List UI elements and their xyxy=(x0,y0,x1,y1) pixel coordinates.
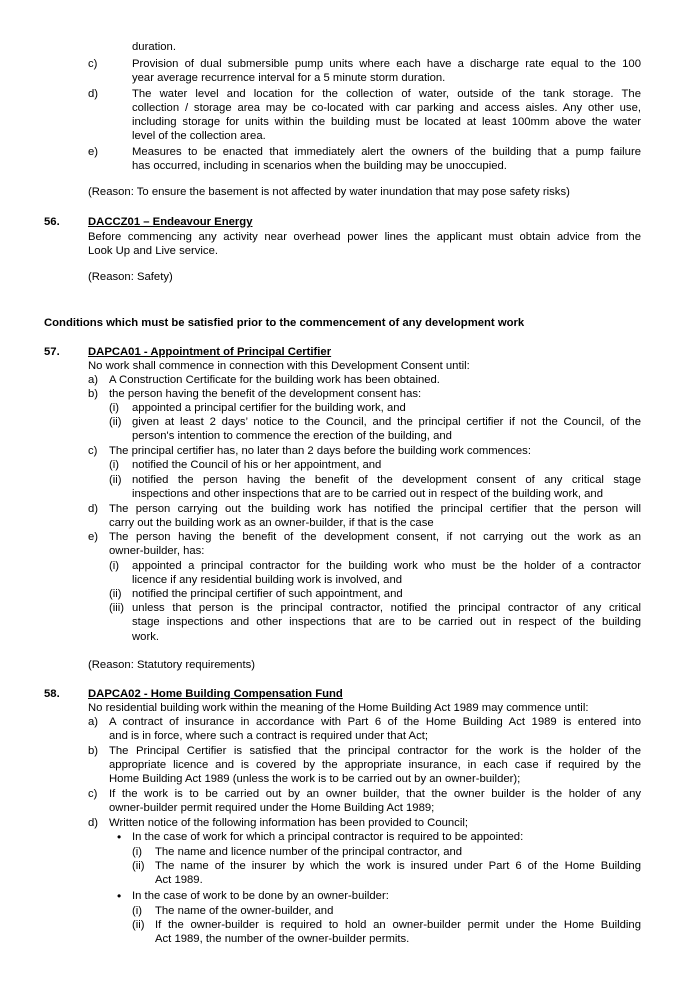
item-c-line: owner-builder permit required under the Home Building Act 1989; xyxy=(109,802,435,814)
reason-text: (Reason: Statutory requirements) xyxy=(88,659,256,671)
subitem-label: (i) xyxy=(109,402,120,414)
subitem-line: Act 1989. xyxy=(155,874,203,886)
reason-text: (Reason: To ensure the basement is not affected by water inundation that may pose safety risks) xyxy=(88,186,570,198)
item-e-line: has occurred, including in scenarios when the building may be unoccupied. xyxy=(132,160,507,172)
subitem-line: work. xyxy=(132,631,159,643)
subitem-line: inspections and other inspections that are to be carried out in respect of the building work, and xyxy=(132,488,603,500)
bullet-icon: • xyxy=(117,889,122,903)
item-b-line: The Principal Certifier is satisfied that the principal contractor for the work is the holder of the xyxy=(109,745,641,757)
subitem-line: given at least 2 days’ notice to the Council, and the principal certifier if not the Council, of the xyxy=(132,416,641,428)
item-d-line: The person carrying out the building work has notified the principal certifier that the person will xyxy=(109,503,641,515)
item-b-label: b) xyxy=(88,388,99,400)
subitem-line: The name of the insurer by which the work is insured under Part 6 of the Home Building xyxy=(155,860,641,872)
item-b-line: Home Building Act 1989 (unless the work is to be carried out by an owner-builder); xyxy=(109,773,521,785)
subitem-label: (ii) xyxy=(109,474,122,486)
subitem-label: (i) xyxy=(132,905,143,917)
item-a-line: and is in force, where such a contract is required under that Act; xyxy=(109,730,428,742)
item-d-text: Written notice of the following information has been provided to Council; xyxy=(109,817,468,829)
item-c-line: Provision of dual submersible pump units where each have a discharge rate equal to the 100 xyxy=(132,58,641,70)
subitem-label: (i) xyxy=(132,846,143,858)
item-c-label: c) xyxy=(88,445,98,457)
subitem-text: The name and licence number of the principal contractor, and xyxy=(155,846,463,858)
subitem-text: appointed a principal certifier for the building work, and xyxy=(132,402,406,414)
subitem-label: (ii) xyxy=(132,860,145,872)
subitem-line: unless that person is the principal contractor, notified the principal contractor of any critical xyxy=(132,602,641,614)
subitem-label: (ii) xyxy=(132,919,145,931)
item-c-label: c) xyxy=(88,788,98,800)
item-e-line: Measures to be enacted that immediately alert the owners of the building that a pump failure xyxy=(132,146,641,158)
item-d-line: collection / storage area may be co-located with car parking and access aisles. Any other use, xyxy=(132,102,641,114)
subitem-label: (i) xyxy=(109,459,120,471)
bullet-icon: • xyxy=(117,830,122,844)
item-b-label: b) xyxy=(88,745,99,757)
item-a-label: a) xyxy=(88,374,99,386)
subitem-line: person's intention to commence the erection of the building, and xyxy=(132,430,452,442)
item-a-line: A contract of insurance in accordance with Part 6 of the Home Building Act 1989 is entered into xyxy=(109,716,641,728)
item-a-text: A Construction Certificate for the building work has been obtained. xyxy=(109,374,440,386)
condition-title: DAPCA02 - Home Building Compensation Fund xyxy=(88,688,343,700)
condition-number: 56. xyxy=(44,216,60,228)
subitem-line: notified the person having the benefit of the development consent of any critical stage xyxy=(132,474,641,486)
condition-title: DACCZ01 – Endeavour Energy xyxy=(88,216,253,228)
item-c-line: year average recurrence interval for a 5 minute storm duration. xyxy=(132,72,446,84)
item-e-line: owner-builder, has: xyxy=(109,545,205,557)
condition-line: Look Up and Live service. xyxy=(88,245,218,257)
item-e-label: e) xyxy=(88,146,99,158)
item-d-line: The water level and location for the collection of water, outside of the tank storage. The xyxy=(132,88,641,100)
subitem-text: notified the principal certifier of such appointment, and xyxy=(132,588,403,600)
item-e-line: The person having the benefit of the development consent, if not carrying out the work as an xyxy=(109,531,641,543)
subitem-line: Act 1989, the number of the owner-builder permits. xyxy=(155,933,410,945)
item-c-line: If the work is to be carried out by an owner builder, that the owner builder is the holder of any xyxy=(109,788,641,800)
subitem-text: The name of the owner-builder, and xyxy=(155,905,334,917)
subitem-text: notified the Council of his or her appointment, and xyxy=(132,459,382,471)
bullet-text: In the case of work for which a principal contractor is required to be appointed: xyxy=(132,831,524,843)
item-d-line: carry out the building work as an owner-builder, if that is the case xyxy=(109,517,434,529)
subitem-line: If the owner-builder is required to hold an owner-builder permit under the Home Building xyxy=(155,919,641,931)
subitem-label: (ii) xyxy=(109,588,122,600)
item-b-line: appropriate licence and is covered by the appropriate insurance, in each case if required by the xyxy=(109,759,641,771)
bullet-text: In the case of work to be done by an owner-builder: xyxy=(132,890,389,902)
item-b-text: the person having the benefit of the development consent has: xyxy=(109,388,422,400)
subitem-line: appointed a principal contractor for the building work who must be the holder of a contractor xyxy=(132,560,641,572)
item-d-label: d) xyxy=(88,503,99,515)
section-heading: Conditions which must be satisfied prior to the commencement of any development work xyxy=(44,317,525,329)
condition-intro: No work shall commence in connection with this Development Consent until: xyxy=(88,360,470,372)
item-a-label: a) xyxy=(88,716,99,728)
condition-line: Before commencing any activity near overhead power lines the applicant must obtain advice from the xyxy=(88,231,641,243)
condition-title: DAPCA01 - Appointment of Principal Certifier xyxy=(88,346,332,358)
condition-intro: No residential building work within the meaning of the Home Building Act 1989 may commence until: xyxy=(88,702,589,714)
item-d-line: including storage for units within the building must be located at least 100mm above the water xyxy=(132,116,641,128)
item-e-label: e) xyxy=(88,531,99,543)
subitem-line: licence if any residential building work is involved, and xyxy=(132,574,403,586)
item-d-line: level of the collection area. xyxy=(132,130,266,142)
item-b-continuation: duration. xyxy=(132,41,176,53)
item-d-label: d) xyxy=(88,88,99,100)
subitem-label: (iii) xyxy=(109,602,125,614)
subitem-label: (ii) xyxy=(109,416,122,428)
subitem-label: (i) xyxy=(109,560,120,572)
item-c-text: The principal certifier has, no later than 2 days before the building work commences: xyxy=(109,445,531,457)
item-d-label: d) xyxy=(88,817,99,829)
condition-number: 58. xyxy=(44,688,60,700)
subitem-line: stage inspections and other inspections that are to be carried out in respect of the building xyxy=(132,616,641,628)
item-c-label: c) xyxy=(88,58,98,70)
condition-number: 57. xyxy=(44,346,60,358)
reason-text: (Reason: Safety) xyxy=(88,271,173,283)
